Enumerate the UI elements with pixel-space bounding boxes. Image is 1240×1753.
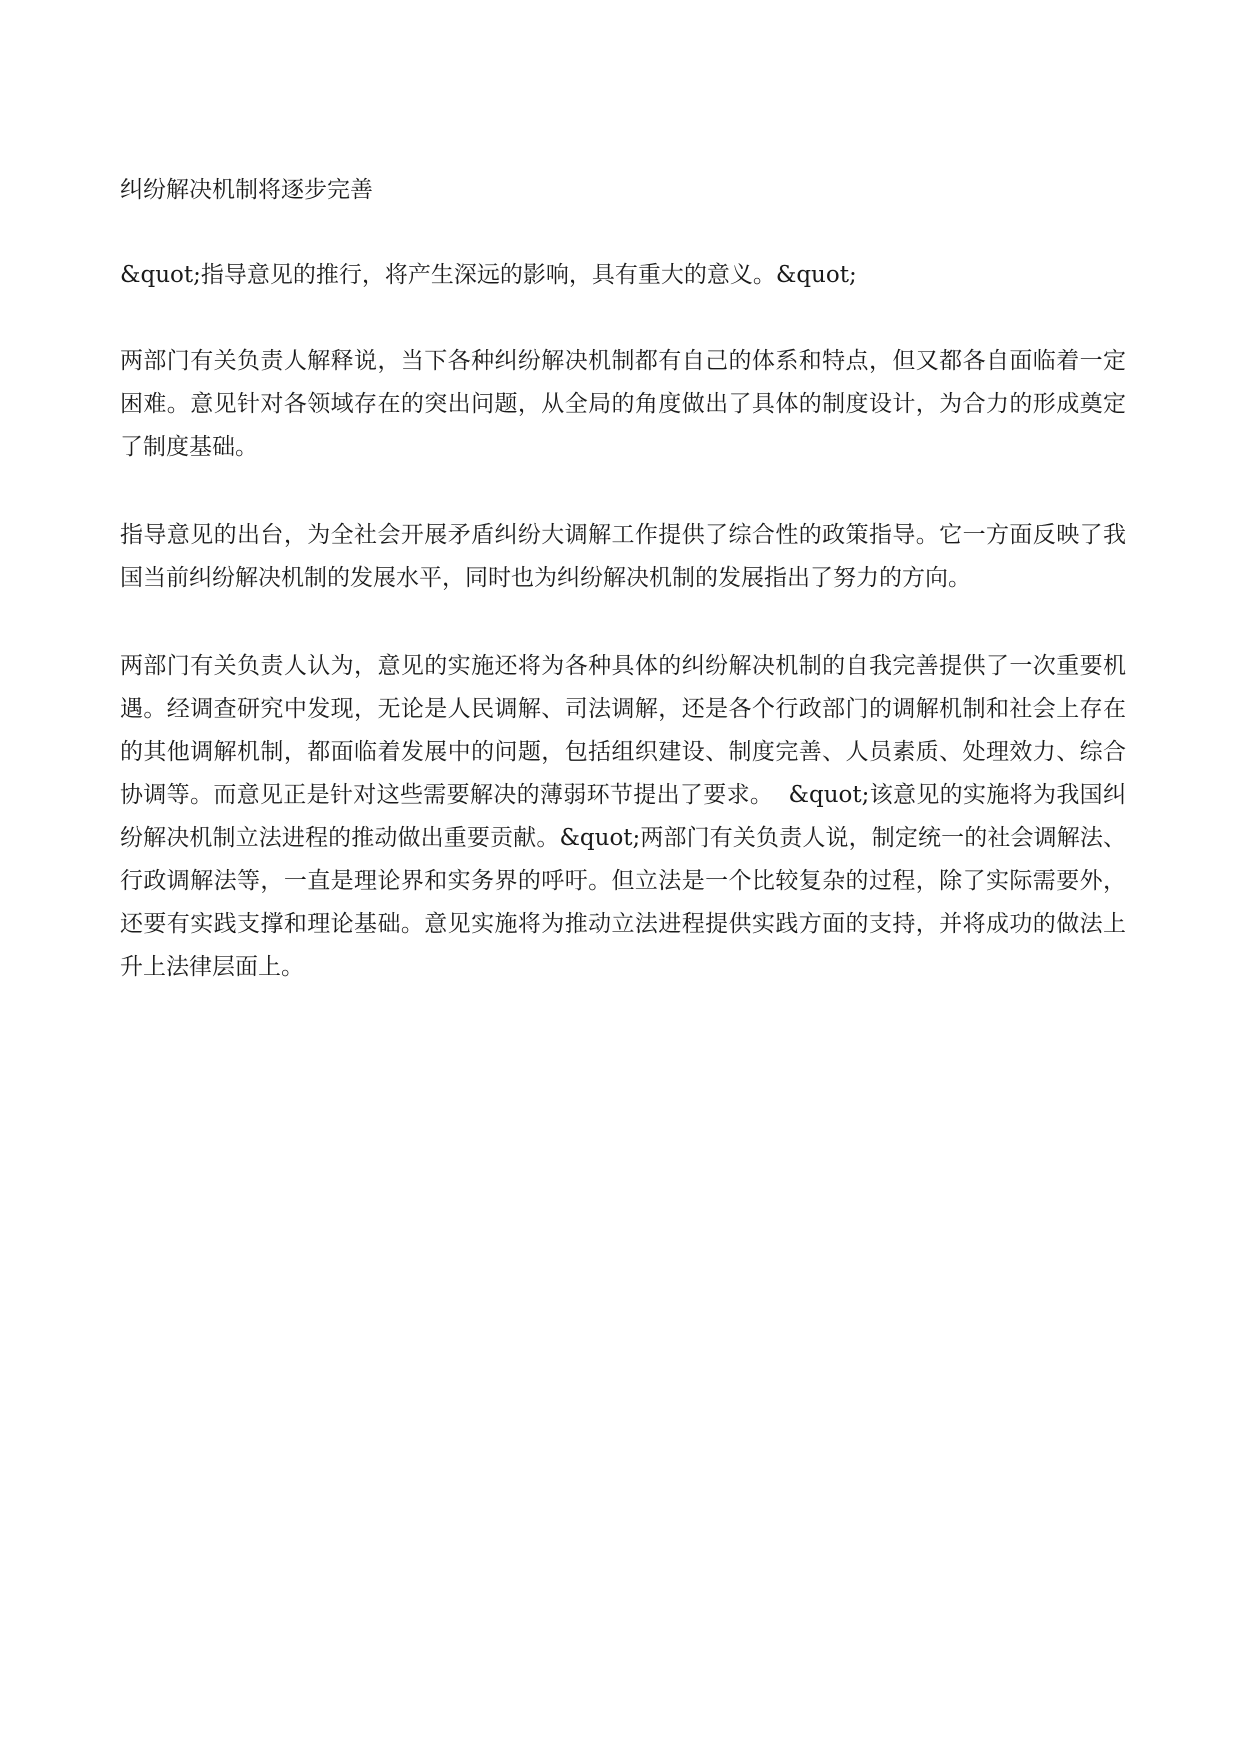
document-body (120, 170, 1126, 1034)
paragraph-policy-guidance: 指导意见的出台，为全社会开展矛盾纠纷大调解工作提供了综合性的政策指导。它一方面反映了我国当前纠纷解决机制的发展水平，同时也为纠纷解决机制的发展指出了努力的方向。 (120, 522, 1126, 591)
document-title: 纠纷解决机制将逐步完善 (120, 177, 373, 203)
paragraph-quote: &quot;指导意见的推行，将产生深远的影响，具有重大的意义。&quot; (120, 262, 857, 288)
paragraph-explanation: 两部门有关负责人解释说，当下各种纠纷解决机制都有自己的体系和特点，但又都各自面临着一定困难。意见针对各领域存在的突出问题，从全局的角度做出了具体的制度设计，为合力的形成奠定了制度基础。 (120, 348, 1126, 460)
paragraph-implementation: 两部门有关负责人认为，意见的实施还将为各种具体的纠纷解决机制的自我完善提供了一次重要机遇。经调查研究中发现，无论是人民调解、司法调解，还是各个行政部门的调解机制和社会上存在的其他调解机制，都面临着发展中的问题，包括组织建设、制度完善、人员素质、处理效力、综合协调等。而意见正是针对这些需要解决的薄弱环节提出了要求。 &quot;该意见的实施将为我国纠纷解决机制立法进程的推动做出重要贡献。&quot;两部门有关负责人说，制定统一的社会调解法、行政调解法等，一直是理论界和实务界的呼吁。但立法是一个比较复杂的过程，除了实际需要外，还要有实践支撑和理论基础。意见实施将为推动立法进程提供实践方面的支持，并将成功的做法上升上法律层面上。 (120, 653, 1126, 980)
